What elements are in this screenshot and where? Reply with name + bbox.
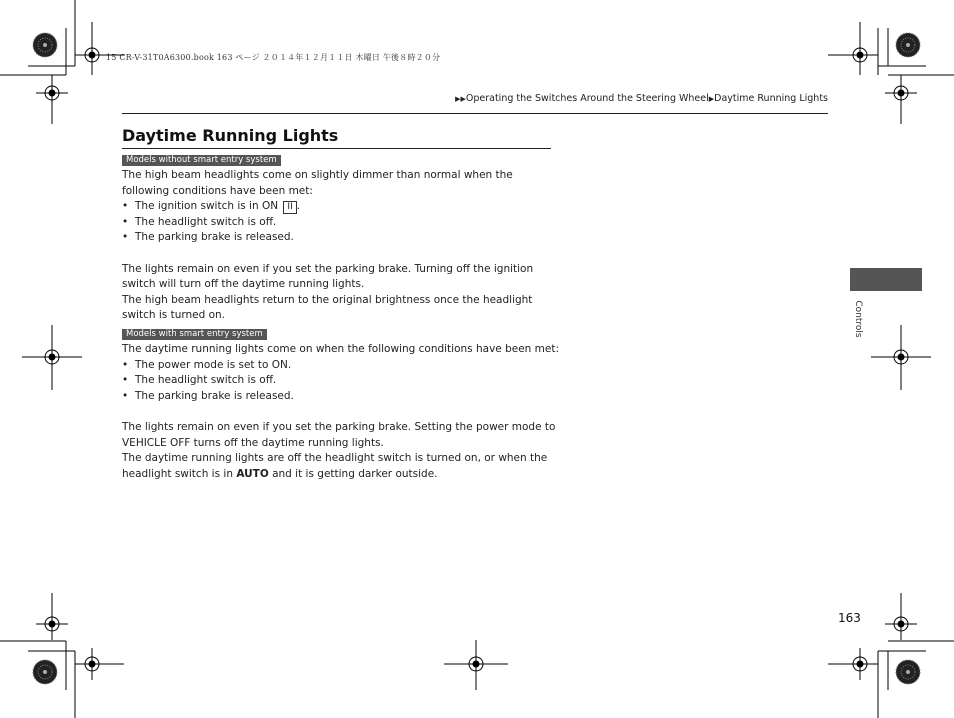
- paragraph-text: and it is getting darker outside.: [268, 467, 438, 480]
- section2-intro: The daytime running lights come on when the following conditions have been met:: [122, 343, 559, 355]
- model-tag-without-smart-entry: Models without smart entry system: [122, 155, 281, 166]
- section1-intro: The high beam headlights come on slightly dimmer than normal when the following conditions have been met:: [122, 169, 513, 197]
- triangle-right-icon: ▶▶: [455, 95, 466, 103]
- breadcrumb-page: Daytime Running Lights: [714, 93, 828, 104]
- auto-position-label: AUTO: [236, 467, 269, 480]
- section1-paragraph-2: The high beam headlights return to the original brightness once the headlight switch is turned on.: [122, 293, 533, 322]
- chapter-tab-label: Controls: [853, 300, 863, 338]
- starburst-icon: [33, 33, 57, 57]
- starburst-icon: [896, 33, 920, 57]
- paragraph-text: The daytime running lights are off the headlight switch is turned on, or when the headlight switch is in: [122, 452, 548, 480]
- triangle-right-icon: ▶: [708, 95, 715, 103]
- starburst-icon: [896, 660, 920, 684]
- list-item: • The parking brake is released.: [122, 389, 562, 405]
- section2-paragraph-1: The lights remain on even if you set the parking brake. Setting the power mode to VEHICLE OFF turns off the daytime running lights.: [122, 420, 556, 449]
- list-item: • The headlight switch is off.: [122, 215, 562, 231]
- bullet-text: The ignition switch is in ON: [135, 200, 282, 213]
- section1-paragraph-1: The lights remain on even if you set the parking brake. Turning off the ignition switch will turn off the daytime running lights.: [122, 262, 534, 291]
- ignition-on-symbol: II: [283, 201, 296, 214]
- page-number: 163: [838, 611, 861, 625]
- model-tag-with-smart-entry: Models with smart entry system: [122, 329, 267, 340]
- starburst-icon: [33, 660, 57, 684]
- bullet-suffix: .: [296, 200, 301, 213]
- page-title: Daytime Running Lights: [122, 126, 339, 145]
- list-item: • The headlight switch is off.: [122, 373, 562, 389]
- list-item: • The parking brake is released.: [122, 230, 562, 246]
- list-item: • The power mode is set to ON.: [122, 358, 562, 374]
- breadcrumb-section[interactable]: Operating the Switches Around the Steering Wheel: [465, 93, 709, 104]
- print-header: 15 CR-V-31T0A6300.book 163 ページ ２０１４年１２月１１日 木曜日 午後８時２０分: [106, 53, 441, 62]
